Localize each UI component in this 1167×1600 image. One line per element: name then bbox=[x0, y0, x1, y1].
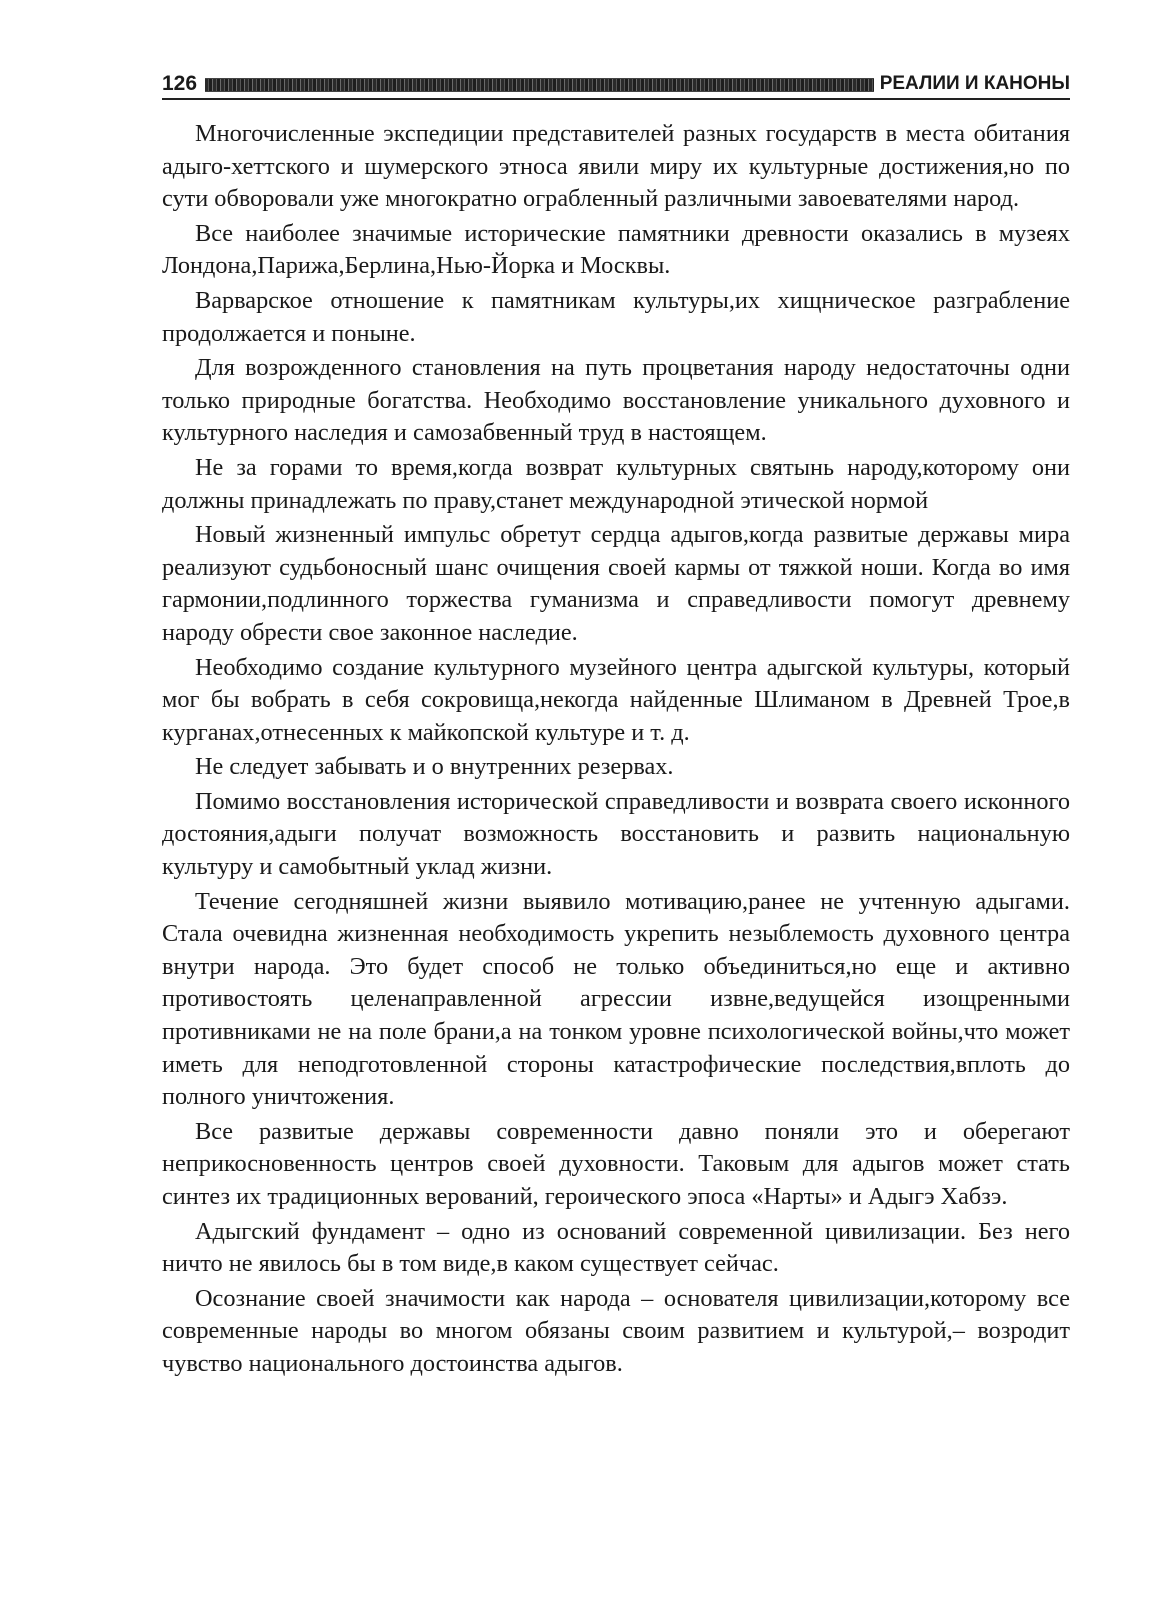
paragraph: Новый жизненный импульс обретут сердца адыгов,когда развитые державы мира реализуют судьбоносный шанс очищения своей кармы от тяжкой ноши. Когда во имя гармонии,подлинного торжества гуманизма и справедливости помогут древнему народу обрести свое законное наследие. bbox=[162, 521, 1070, 646]
header-decorative-bar bbox=[205, 78, 874, 92]
paragraph: Помимо восстановления исторической справедливости и возврата своего исконного достояния,адыги получат возможность восстановить и развить национальную культуру и самобытный уклад жизни. bbox=[162, 787, 1070, 881]
paragraph: Не за горами то время,когда возврат культурных святынь народу,которому они должны принадлежать по праву,станет международной этической нормой bbox=[162, 453, 1070, 514]
paragraph: Для возрожденного становления на путь процветания народу недостаточны одни только природные богатства. Необходимо восстановление уникального духовного и культурного наследия и самозабвенный труд в настоящем. bbox=[162, 354, 1070, 447]
paragraph: Не следует забывать и о внутренних резервах. bbox=[195, 753, 674, 781]
running-head bbox=[162, 70, 1070, 98]
page-number: 126 bbox=[162, 72, 198, 95]
paragraph: Необходимо создание культурного музейного центра адыгской культуры, который мог бы вобрать в себя сокровища,некогда найденные Шлиманом в Древней Трое,в курганах,отнесенных к майкопской культуре и т. д. bbox=[162, 653, 1070, 746]
paragraph: Многочисленные экспедиции представителей разных государств в места обитания адыго-хеттского и шумерского этноса явили миру их культурные достижения,но по сути обворовали уже многократно ограбленный различными завоевателями народ. bbox=[162, 120, 1070, 213]
paragraph: Все развитые державы современности давно поняли это и оберегают неприкосновенность центров своей духовности. Таковым для адыгов может стать синтез их традиционных верований, героического эпоса «Нарты» и Адыгэ Хабзэ. bbox=[162, 1117, 1070, 1210]
paragraph: Течение сегодняшней жизни выявило мотивацию,ранее не учтенную адыгами. Стала очевидна жизненная необходимость укрепить незыблемость духовного центра внутри народа. Это будет способ не только объединиться,но еще и активно противостоять целенаправленной агрессии извне,ведущейся изощренными противниками не на поле брани,а на тонком уровне психологической войны,что может иметь для неподготовленной стороны катастрофические последствия,вплоть до полного уничтожения. bbox=[162, 887, 1070, 1111]
paragraph: Адыгский фундамент – одно из оснований современной цивилизации. Без него ничто не явилось бы в том виде,в каком существует сейчас. bbox=[162, 1217, 1070, 1278]
paragraph: Все наиболее значимые исторические памятники древности оказались в музеях Лондона,Парижа,Берлина,Нью-Йорка и Москвы. bbox=[162, 219, 1070, 280]
paragraph: Осознание своей значимости как народа – основателя цивилизации,которому все современные народы во многом обязаны своим развитием и культурой,– возродит чувство национального достоинства адыгов. bbox=[162, 1284, 1070, 1377]
header-rule bbox=[162, 98, 1070, 100]
body-text bbox=[162, 118, 1070, 1383]
section-title: РЕАЛИИ И КАНОНЫ bbox=[879, 73, 1070, 94]
paragraph: Варварское отношение к памятникам культуры,их хищническое разграбление продолжается и поныне. bbox=[162, 286, 1070, 347]
